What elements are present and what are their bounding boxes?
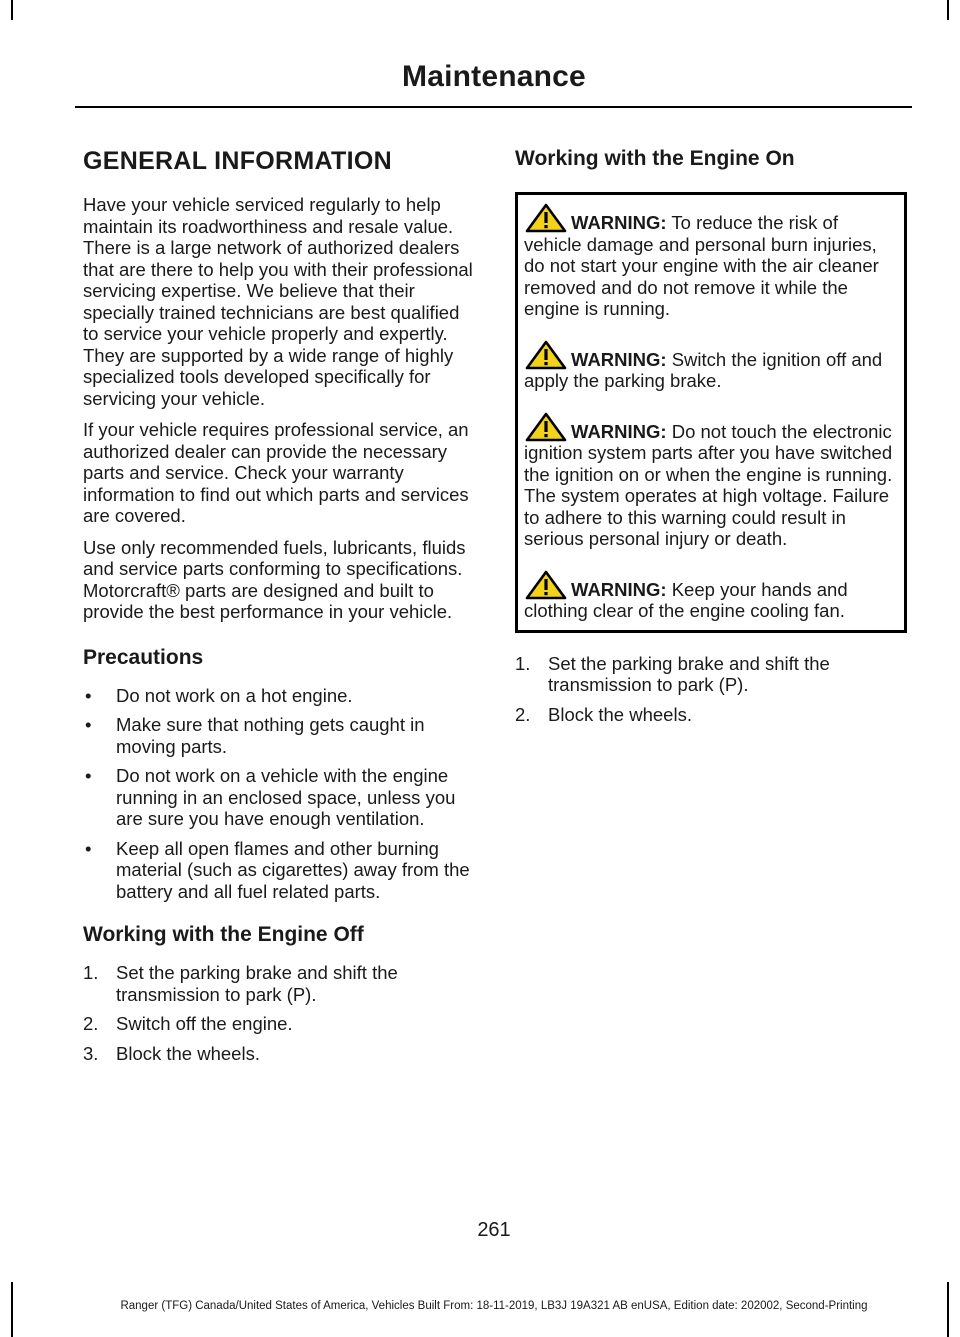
warning-item (524, 340, 897, 392)
step-text: Set the parking brake and shift the transmission to park (P). (116, 962, 398, 1005)
warning-box (515, 192, 907, 633)
warning-item (524, 570, 897, 622)
precautions-list (83, 685, 478, 903)
warning-text: Switch the ignition off and apply the parking brake. (524, 348, 883, 391)
list-item (83, 838, 478, 903)
list-item (83, 962, 478, 1005)
step-number: 2. (515, 703, 531, 725)
bullet-glyph: • (85, 837, 92, 859)
paragraph-recommended-parts: Use only recommended fuels, lubricants, fluids and service parts conforming to specifications. Motorcraft® parts are designed and built to provide the best performance in your vehicle. (83, 536, 466, 622)
warning-text: Do not touch the electronic ignition system parts after you have switched the ignition on or when the engine is running. The system operates at high voltage. Failure to adhere to this warning could result in serious personal injury or death. (524, 420, 893, 549)
warning-triangle-icon (524, 340, 568, 370)
list-item (515, 653, 907, 696)
bullet-glyph: • (85, 714, 92, 735)
list-item-text: Make sure that nothing gets caught in moving parts. (116, 714, 425, 757)
crop-mark-top-right (947, 0, 949, 20)
engine-off-heading: Working with the Engine Off (83, 923, 364, 946)
crop-mark-top-left (11, 0, 13, 20)
engine-off-steps (83, 962, 478, 1064)
bullet-glyph: • (85, 765, 92, 786)
general-information-heading: GENERAL INFORMATION (83, 147, 392, 175)
step-text: Set the parking brake and shift the transmission to park (P). (548, 652, 830, 695)
warning-text: Keep your hands and clothing clear of the engine cooling fan. (524, 578, 848, 621)
step-number: 2. (83, 1013, 99, 1034)
list-item (83, 765, 478, 830)
list-item-text: Do not work on a hot engine. (116, 684, 353, 706)
precautions-heading: Precautions (83, 645, 204, 669)
list-item-text: Keep all open flames and other burning material (such as cigarettes) away from the battery and all fuel related parts. (116, 837, 470, 902)
right-column (515, 146, 907, 733)
list-item (83, 1043, 478, 1065)
paragraph-servicing: Have your vehicle serviced regularly to help maintain its roadworthiness and resale value. There is a large network of authorized dealers that are there to help you with their professional servicing expertise. We believe that their specially trained technicians are best qualified to service your vehicle properly and expertly. They are supported by a wide range of highly specialized tools developed specifically for servicing your vehicle. (83, 194, 473, 409)
warning-item (524, 412, 897, 550)
page-header-title: Maintenance (402, 60, 586, 93)
list-item (515, 704, 907, 726)
warning-text: To reduce the risk of vehicle damage and personal burn injuries, do not start your engine with the air cleaner removed and do not remove it while the engine is running. (524, 212, 879, 319)
warning-triangle-icon (524, 203, 568, 233)
warning-label: WARNING: (571, 212, 667, 233)
step-text: Block the wheels. (548, 703, 692, 725)
list-item (83, 685, 478, 707)
left-column (83, 146, 478, 1072)
step-number: 1. (515, 652, 531, 674)
step-text: Block the wheels. (116, 1042, 260, 1064)
warning-label: WARNING: (571, 578, 667, 600)
step-number: 3. (83, 1042, 99, 1064)
bullet-glyph: • (85, 684, 92, 706)
paragraph-professional-service: If your vehicle requires professional service, an authorized dealer can provide the necessary parts and service. Check your warranty information to find out which parts and services are covered. (83, 419, 469, 526)
step-number: 1. (83, 962, 99, 983)
warning-label: WARNING: (571, 420, 667, 442)
list-item (83, 1013, 478, 1035)
header-rule (75, 106, 912, 108)
warning-item (524, 203, 897, 320)
page-number: 261 (477, 1219, 511, 1241)
footer-edition-info: Ranger (TFG) Canada/United States of America, Vehicles Built From: 18-11-2019, LB3J 19A321 AB enUSA, Edition date: 202002, Second-Printing (120, 1300, 868, 1312)
list-item-text: Do not work on a vehicle with the engine running in an enclosed space, unless you are sure you have enough ventilation. (116, 765, 456, 829)
list-item (83, 714, 478, 757)
warning-label: WARNING: (571, 348, 667, 370)
engine-on-heading: Working with the Engine On (515, 147, 795, 170)
step-text: Switch off the engine. (116, 1013, 293, 1034)
warning-triangle-icon (524, 412, 568, 442)
engine-on-steps (515, 653, 907, 726)
warning-triangle-icon (524, 570, 568, 600)
